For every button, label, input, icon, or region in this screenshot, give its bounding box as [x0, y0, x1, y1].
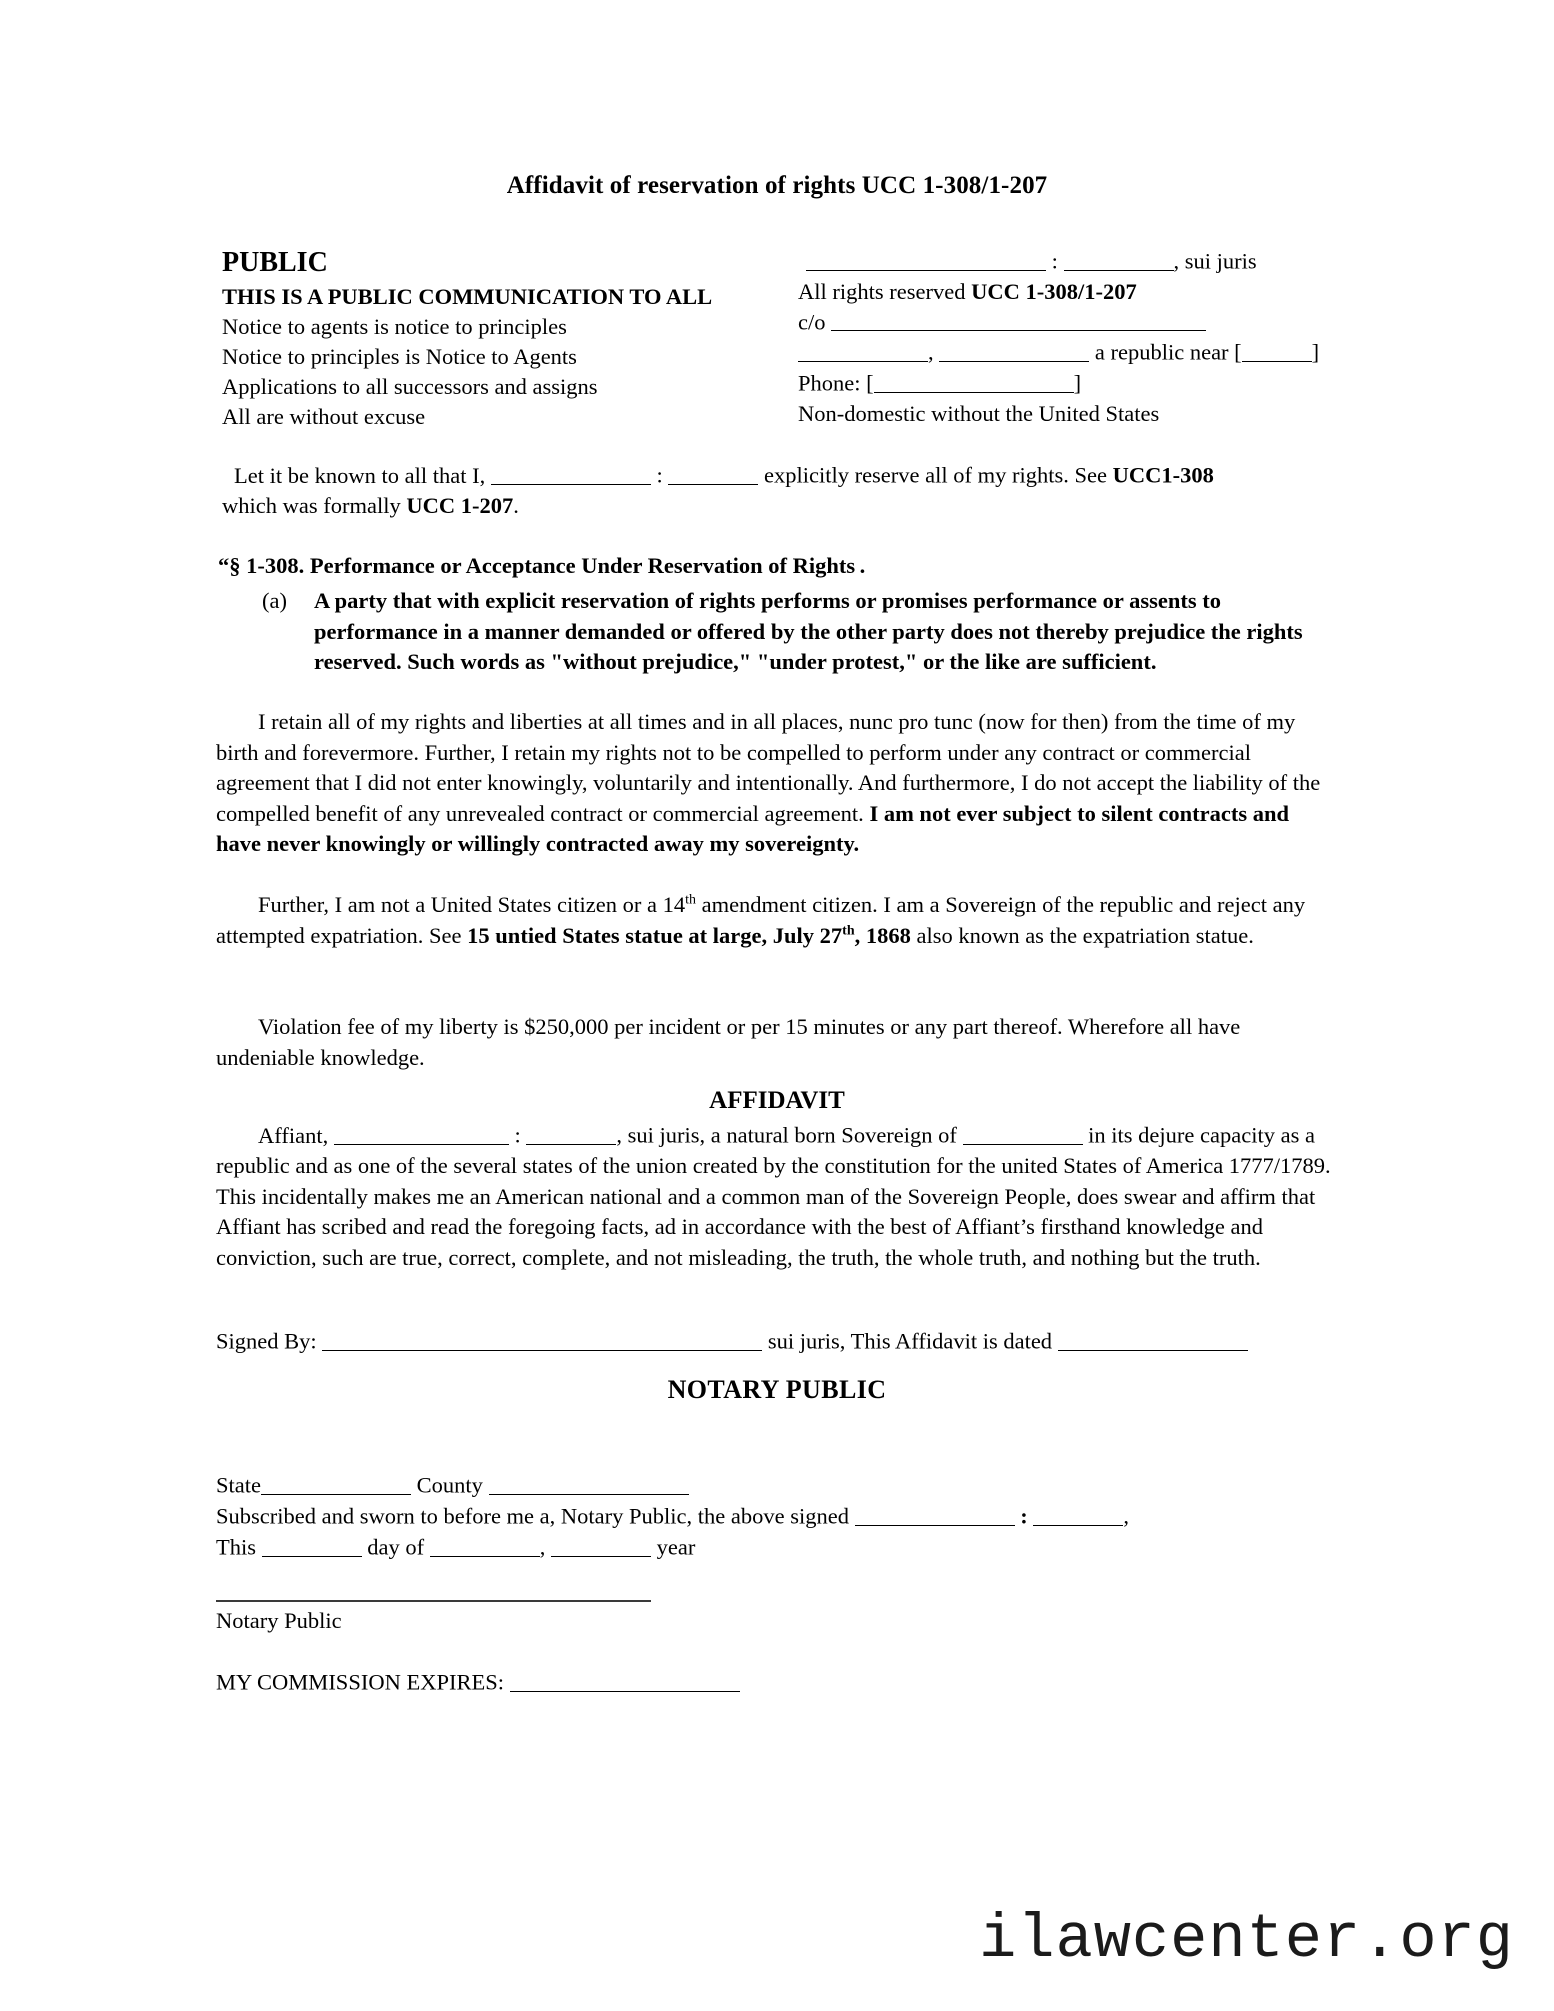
subscribed-title-blank[interactable]: [1033, 1501, 1123, 1526]
let-it-be-known-text-3: which was formally: [222, 493, 407, 519]
section-1308-subsection-a: [262, 586, 1330, 678]
violation-fee-paragraph: Violation fee of my liberty is $250,000 per incident or per 15 minutes or any part thereof. Wherefore all have undeniable knowledge.: [216, 1014, 1241, 1070]
notice-line-2: Notice to principles is Notice to Agents: [222, 344, 577, 369]
let-it-be-known-text-2: explicitly reserve all of my rights. See: [763, 462, 1113, 488]
co-label: c/o: [798, 309, 826, 335]
citizenship-text-1: Further, I am not a United States citizen or a 14: [258, 892, 686, 917]
commission-date-blank[interactable]: [510, 1667, 740, 1692]
this-label: This: [216, 1534, 257, 1560]
header-left-column: [222, 246, 802, 432]
subscribed-sworn-line: [216, 1501, 1336, 1532]
citizenship-paragraph: [216, 890, 1334, 951]
retain-rights-text: I retain all of my rights and liberties at all times and in all places, nunc pro tunc (now for then) from the time of my birth and forevermore. Further, I retain my rights not to be compelled to perform under any contract or commercial agreement that I did not enter knowingly, voluntarily and intentionally. And furthermore, I do not accept the liability of the compelled benefit of any unrevealed contract or commercial agreement.: [216, 709, 1321, 826]
state-value-blank[interactable]: [261, 1470, 411, 1495]
all-rights-reserved-line: [798, 277, 1334, 307]
state-county-line: [216, 1470, 1336, 1501]
subscribed-colon: :: [1020, 1503, 1028, 1529]
notice-line-4: All are without excuse: [222, 404, 426, 429]
statute-citation-2: , 1868: [854, 922, 911, 948]
name-blank[interactable]: [806, 246, 1046, 271]
statute-citation-1: 15 untied States statue at large, July 27: [467, 922, 843, 948]
date-blank[interactable]: [1058, 1326, 1248, 1351]
year-label: year: [656, 1534, 696, 1560]
phone-line: Phone: [ ]: [798, 368, 1334, 399]
notice-line-3: Applications to all successors and assigns: [222, 374, 598, 399]
public-communication-line: THIS IS A PUBLIC COMMUNICATION TO ALL: [222, 284, 713, 309]
county-value-blank[interactable]: [489, 1470, 689, 1495]
declarant-colon: :: [656, 462, 663, 488]
all-rights-prefix: All rights reserved: [798, 278, 972, 304]
zip-blank[interactable]: [1242, 337, 1312, 362]
day-of-label: day of: [367, 1534, 425, 1560]
county-label: County: [416, 1472, 483, 1498]
ucc-code: UCC 1-308/1-207: [971, 278, 1137, 304]
city-state-line: , a republic near [ ]: [798, 337, 1334, 368]
non-domestic-line: Non-domestic without the United States: [798, 400, 1160, 426]
notary-block: [216, 1470, 1336, 1563]
state-blank[interactable]: [939, 337, 1089, 362]
phone-label: Phone:: [798, 370, 861, 396]
section-1308-heading: “§ 1-308. Performance or Acceptance Under Reservation of Rights .: [218, 553, 866, 578]
notice-line-1: Notice to agents is notice to principles: [222, 314, 567, 339]
date-comma: ,: [539, 1534, 546, 1560]
name-colon: :: [1051, 248, 1058, 274]
day-blank[interactable]: [262, 1532, 362, 1557]
notary-public-heading: NOTARY PUBLIC: [667, 1375, 887, 1404]
ordinal-27th: th: [842, 923, 855, 938]
affiant-name-blank[interactable]: [334, 1120, 509, 1145]
citizenship-text-2: amendment citizen. I am a Sovereign of the republic and reject any attempted expatriation. See: [216, 892, 1306, 948]
public-heading: PUBLIC: [222, 247, 328, 278]
signed-by-label: Signed By:: [216, 1328, 317, 1354]
notary-public-label: Notary Public: [216, 1608, 342, 1633]
signature-blank[interactable]: [322, 1326, 762, 1351]
let-it-be-known-text-1: Let it be known to all that I,: [234, 462, 486, 488]
commission-label: MY COMMISSION EXPIRES:: [216, 1669, 504, 1695]
ordinal-14th: th: [685, 892, 696, 908]
month-blank[interactable]: [430, 1532, 540, 1557]
let-it-be-known-period: .: [513, 493, 519, 519]
retain-rights-paragraph: [216, 707, 1334, 860]
phone-blank[interactable]: [874, 368, 1074, 393]
title-blank[interactable]: [1064, 246, 1174, 271]
declarant-name-blank[interactable]: [491, 460, 651, 485]
signed-by-mid-text: sui juris, This Affidavit is dated: [767, 1328, 1053, 1354]
page-title: Affidavit of reservation of rights UCC 1-308/1-207: [506, 172, 1048, 199]
affiant-title-blank[interactable]: [526, 1120, 616, 1145]
city-blank[interactable]: [798, 337, 928, 362]
header-right-column: [798, 246, 1334, 429]
commission-expires-line: [216, 1667, 740, 1698]
subsection-marker: (a): [262, 588, 287, 613]
affidavit-heading: AFFIDAVIT: [709, 1087, 845, 1114]
affiant-text-2: , sui juris, a natural born Sovereign of: [616, 1122, 957, 1148]
subsection-a-text: A party that with explicit reservation of rights performs or promises performance or assents to performance in a manner demanded or offered by the other party does not thereby prejudice the rights reserved. Such words as "without prejudice," "under protest," or the like are sufficient.: [314, 588, 1303, 674]
date-line: [216, 1532, 1336, 1563]
affiant-text-3: in its dejure capacity as a republic and as one of the several states of the union created by the constitution for the united States of America 1777/1789. This incidentally makes me an American national and a common man of the Sovereign People, does swear and affirm that Affiant has scribed and read the foregoing facts, ad in accordance with the best of Affiant’s firsthand knowledge and conviction, such are true, correct, complete, and not misleading, the truth, the whole truth, and nothing but the truth.: [216, 1122, 1331, 1270]
citizenship-text-3: also known as the expatriation statue.: [910, 922, 1254, 948]
sui-juris-suffix: , sui juris: [1173, 248, 1257, 274]
republic-near-text: a republic near: [1094, 339, 1229, 365]
ucc1-308-code: UCC1-308: [1112, 462, 1214, 488]
affiant-label: Affiant,: [258, 1122, 329, 1148]
site-watermark: ilawcenter.org: [979, 1904, 1514, 1975]
co-address-line: [798, 307, 1334, 338]
notary-signature-rule[interactable]: [216, 1600, 651, 1602]
affiant-colon: :: [514, 1122, 521, 1148]
state-label: State: [216, 1472, 261, 1498]
co-address-blank[interactable]: [831, 307, 1206, 332]
signed-by-line: [216, 1326, 1336, 1357]
ucc1-207-code: UCC 1-207: [406, 493, 514, 519]
name-signature-line: [798, 246, 1334, 277]
affiant-state-blank[interactable]: [963, 1120, 1083, 1145]
retain-rights-bold: I am not ever subject to silent contracts and have never knowingly or willingly contracted away my sovereignty.: [216, 800, 1289, 856]
subscribed-comma: ,: [1123, 1503, 1129, 1529]
let-it-be-known-paragraph: [222, 460, 1332, 522]
year-blank[interactable]: [551, 1532, 651, 1557]
declarant-title-blank[interactable]: [668, 460, 758, 485]
subscribed-name-blank[interactable]: [855, 1501, 1015, 1526]
subscribed-text: Subscribed and sworn to before me a, Notary Public, the above signed: [216, 1503, 849, 1529]
affidavit-paragraph: [216, 1120, 1336, 1273]
